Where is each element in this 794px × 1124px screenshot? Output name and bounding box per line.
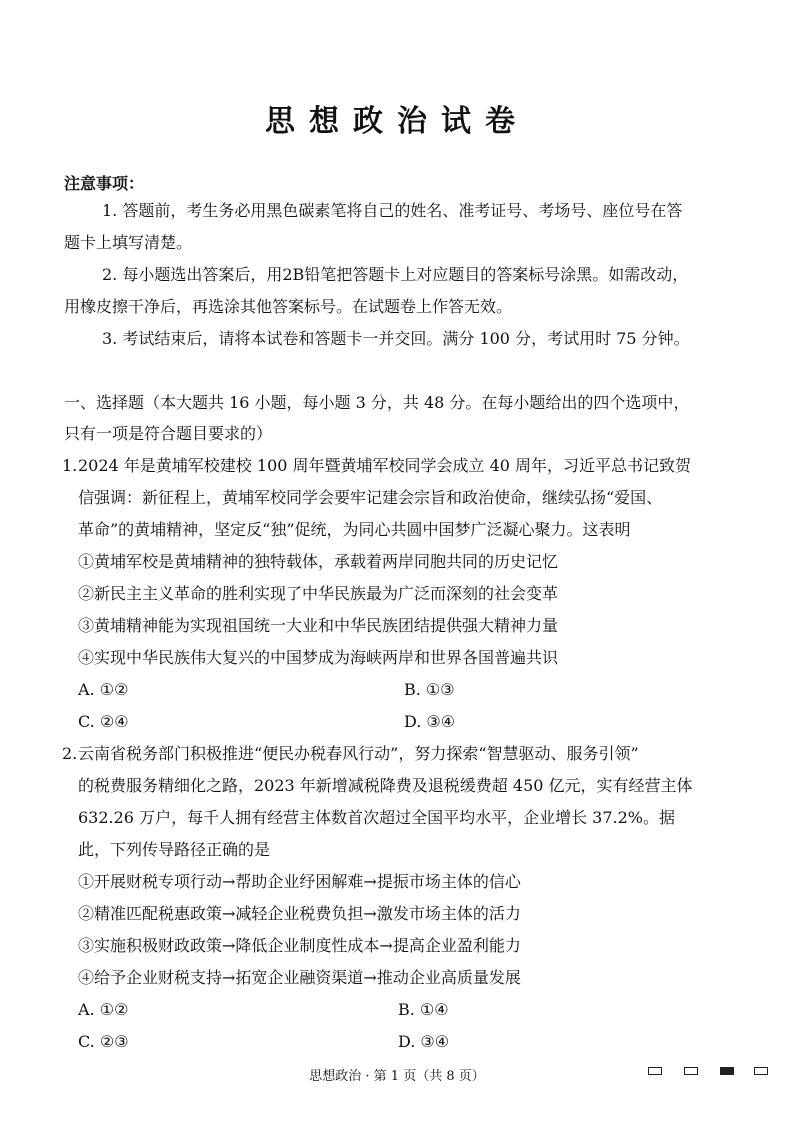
statement-item: ③实施积极财政政策→降低企业制度性成本→提高企业盈利能力 bbox=[78, 936, 521, 955]
option-c: C. ②③ bbox=[78, 1032, 129, 1051]
option-b: B. ①④ bbox=[398, 1000, 449, 1019]
option-a: A. ①② bbox=[78, 680, 129, 699]
question-stem: 信强调：新征程上，黄埔军校同学会要牢记建会宗旨和政治使命，继续弘扬“爱国、 bbox=[78, 488, 663, 507]
scan-mark-box bbox=[648, 1067, 662, 1075]
statement-item: ①黄埔军校是黄埔精神的独特载体，承载着两岸同胞共同的历史记忆 bbox=[78, 552, 559, 571]
statement-item: ①开展财税专项行动→帮助企业纾困解难→提振市场主体的信心 bbox=[78, 872, 521, 891]
page-title: 思想政治试卷 bbox=[265, 104, 529, 139]
scan-mark-box-filled bbox=[720, 1067, 734, 1075]
option-d: D. ③④ bbox=[404, 712, 456, 731]
question-stem: 云南省税务部门积极推进“便民办税春风行动”，努力探索“智慧驱动、服务引领” bbox=[78, 744, 639, 763]
statement-item: ②精准匹配税惠政策→减轻企业税费负担→激发市场主体的活力 bbox=[78, 904, 521, 923]
question-stem: 632.26 万户，每千人拥有经营主体数首次超过全国平均水平，企业增长 37.2%。据 bbox=[78, 808, 675, 827]
statement-item: ③黄埔精神能为实现祖国统一大业和中华民族团结提供强大精神力量 bbox=[78, 616, 559, 635]
question-stem: 革命”的黄埔精神，坚定反“独”促统，为同心共圆中国梦广泛凝心聚力。这表明 bbox=[78, 520, 631, 539]
statement-item: ②新民主主义革命的胜利实现了中华民族最为广泛而深刻的社会变革 bbox=[78, 584, 559, 603]
section-heading: 一、选择题（本大题共 16 小题，每小题 3 分，共 48 分。在每小题给出的四个选项中， bbox=[64, 393, 690, 412]
scan-mark-box bbox=[754, 1067, 768, 1075]
option-d: D. ③④ bbox=[398, 1032, 450, 1051]
question-stem: 的税费服务精细化之路，2023 年新增减税降费及退税缓费超 450 亿元，实有经营主体 bbox=[78, 776, 693, 795]
notice-line: 题卡上填写清楚。 bbox=[64, 233, 193, 252]
statement-item: ④实现中华民族伟大复兴的中国梦成为海峡两岸和世界各国普遍共识 bbox=[78, 648, 559, 667]
scan-mark-box bbox=[684, 1067, 698, 1075]
page-footer: 思想政治 · 第 1 页（共 8 页） bbox=[309, 1069, 485, 1084]
notice-line: 用橡皮擦干净后，再选涂其他答案标号。在试题卷上作答无效。 bbox=[64, 297, 513, 316]
question-number: 1. bbox=[62, 456, 78, 475]
notice-heading: 注意事项： bbox=[64, 174, 145, 193]
question-stem: 此，下列传导路径正确的是 bbox=[78, 840, 271, 859]
statement-item: ④给予企业财税支持→拓宽企业融资渠道→推动企业高质量发展 bbox=[78, 968, 521, 987]
option-a: A. ①② bbox=[78, 1000, 129, 1019]
question-number: 2. bbox=[62, 744, 78, 763]
option-c: C. ②④ bbox=[78, 712, 129, 731]
notice-line: 1. 答题前，考生务必用黑色碳素笔将自己的姓名、准考证号、考场号、座位号在答 bbox=[102, 201, 683, 220]
notice-line: 3. 考试结束后，请将本试卷和答题卡一并交回。满分 100 分，考试用时 75 分钟。 bbox=[102, 329, 690, 348]
option-b: B. ①③ bbox=[404, 680, 455, 699]
section-heading-cont: 只有一项是符合题目要求的） bbox=[64, 424, 273, 443]
notice-line: 2. 每小题选出答案后，用2B铅笔把答题卡上对应题目的答案标号涂黑。如需改动， bbox=[102, 265, 689, 284]
question-stem: 2024 年是黄埔军校建校 100 周年暨黄埔军校同学会成立 40 周年，习近平总书记致贺 bbox=[78, 456, 692, 475]
